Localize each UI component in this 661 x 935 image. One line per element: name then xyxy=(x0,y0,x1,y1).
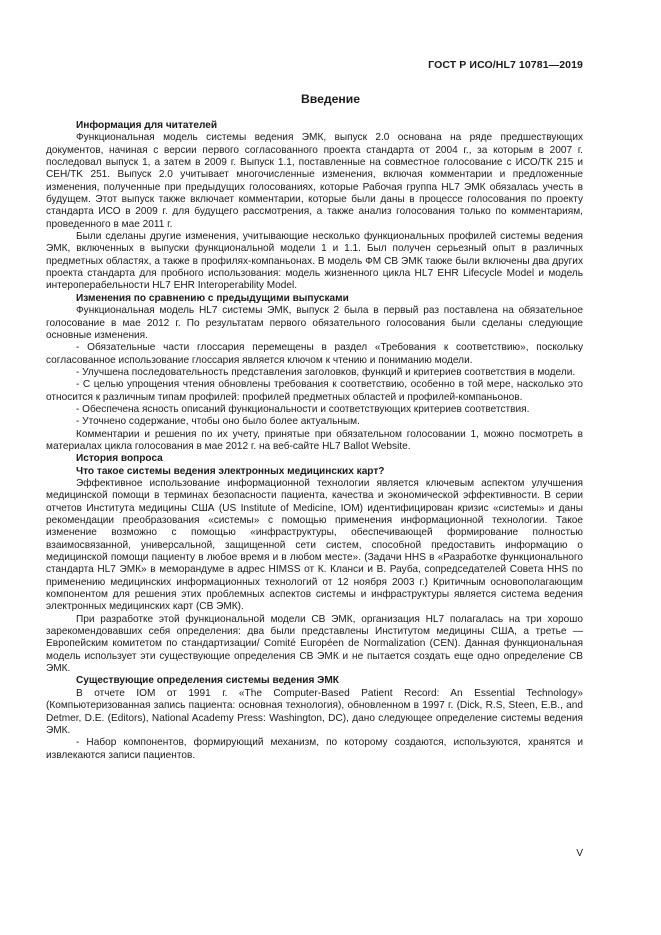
paragraph: - Набор компонентов, формирующий механизм, по которому создаются, используются, хранятся и извлекаются записи пациентов. xyxy=(46,737,583,761)
subheading: Существующие определения системы ведения ЭМК xyxy=(76,675,339,687)
subheading: История вопроса xyxy=(76,453,163,465)
paragraph: Функциональная модель системы ведения ЭМК, выпуск 2.0 основана на ряде предшествующих документов, начиная с версии первого согласованного проекта стандарта от 2004 г., за которым в 2007 г. последовал выпуск 1, а затем в 2009 г. Выпуск 1.1, поставленные на совместное голосование с ИСО/ТК 215 и CEH/TK 251. Выпуск 2.0 учитывает многочисленные изменения, включая комментарии и предложенные изменения, полученные при предыдущих голосованиях, которые Рабочая группа HL7 ЭМК обязалась учесть в будущем. Этот выпуск также включает комментарии, которые были даны в процессе голосования по проекту стандарта ИСО в 2009 г. для будущего рассмотрения, а также анализ голосования только по комментариям, проведенного в мае 2011 г. xyxy=(46,132,583,230)
subheading: Что такое системы ведения электронных медицинских карт? xyxy=(76,465,385,477)
paragraph: Были сделаны другие изменения, учитывающие несколько функциональных профилей системы ведения ЭМК, включенных в выпуски функциональной модели 1 и 1.1. Был получен серьезный опыт в различных предметных областях, а также в профилях-компаньонах. В модель ФМ СВ ЭМК также были включены два других проекта стандарта для пробного использования: модель жизненного цикла HL7 EHR Lifecycle Model и модель интероперабельности HL7 EHR Interoperability Model. xyxy=(46,231,583,292)
paragraph: - Обеспечена ясность описаний функциональности и соответствующих критериев соответствия. xyxy=(76,403,530,415)
paragraph: - Обязательные части глоссария перемещены в раздел «Требования к соответствию», поскольку согласованное использование глоссария является ключом к чтению и пониманию модели. xyxy=(46,342,583,366)
paragraph: - Уточнено содержание, чтобы оно было более актуальным. xyxy=(76,416,360,428)
section-title: Введение xyxy=(300,92,361,106)
paragraph: Функциональная модель HL7 системы ЭМК, выпуск 2 была в первый раз поставлена на обязательное голосование в мае 2012 г. По результатам первого обязательного голосования были сделаны следующие основные изменения. xyxy=(46,305,583,341)
subheading: Изменения по сравнению с предыдущими выпусками xyxy=(76,292,349,304)
paragraph: В отчете IOM от 1991 г. «The Computer-Based Patient Record: An Essential Technology» (Компьютеризованная запись пациента: основная технология), обновленном в 1997 г. (Dick, R.S, Steen, E.B., and Detmer, D.E. (Editors), National Academy Press: Washington, DC), дано следующее определение системы ведения ЭМК. xyxy=(46,687,583,736)
paragraph: При разработке этой функциональной модели СВ ЭМК, организация HL7 полагалась на три хорошо зарекомендовавших себя определения: два были представлены Институтом медицины США, а третье — Европейским комитетом по стандартизации/ Comité Européen de Normalization (CEN). Данная функциональная модель использует эти существующие определения СВ ЭМК и не пытается создать еще одно определение СВ ЭМК. xyxy=(46,613,583,675)
document-body xyxy=(46,120,583,762)
paragraph: Эффективное использование информационной технологии является ключевым аспектом улучшения медицинской помощи в терминах безопасности пациента, качества и экономической эффективности. В серии отчетов Института медицины США (US Institute of Medicine, IOM) идентифицирован кризис «системы» и даны рекомендации преобразования «системы» с помощью применения информационной технологии. Такое изменение возможно с помощью «инфраструктуры, обеспечивающей формирование полностью взаимосвязанной, универсальной, защищенной сети систем, способной предоставить информацию о медицинской помощи пациенту в любое время и в любом месте». (Задачи HHS в «Разработке функционального стандарта HL7 ЭМК» в меморандуме в адрес HIMSS от К. Кланси и В. Рауба, сопредседателей Совета HHS по применению медицинских информационных технологий от 12 ноября 2003 г.) Критичным основополагающим компонентом для решения этих проблемных аспектов системы и инфраструктуры является система ведения электронных медицинских карт (СВ ЭМК). xyxy=(46,477,583,613)
subheading: Информация для читателей xyxy=(76,120,218,131)
page-number: V xyxy=(576,848,583,859)
standard-header: ГОСТ Р ИСО/HL7 10781—2019 xyxy=(428,59,583,71)
paragraph: - С целью упрощения чтения обновлены требования к соответствию, особенно в той мере, насколько это относится к различным типам профилей: профилей предметных областей и профилей-компаньонов. xyxy=(46,379,583,403)
paragraph: - Улучшена последовательность представления заголовков, функций и критериев соответствия в модели. xyxy=(76,366,576,378)
paragraph: Комментарии и решения по их учету, принятые при обязательном голосовании 1, можно посмотреть в материалах цикла голосования в мае 2012 г. на веб-сайте HL7 Ballot Website. xyxy=(46,428,583,452)
